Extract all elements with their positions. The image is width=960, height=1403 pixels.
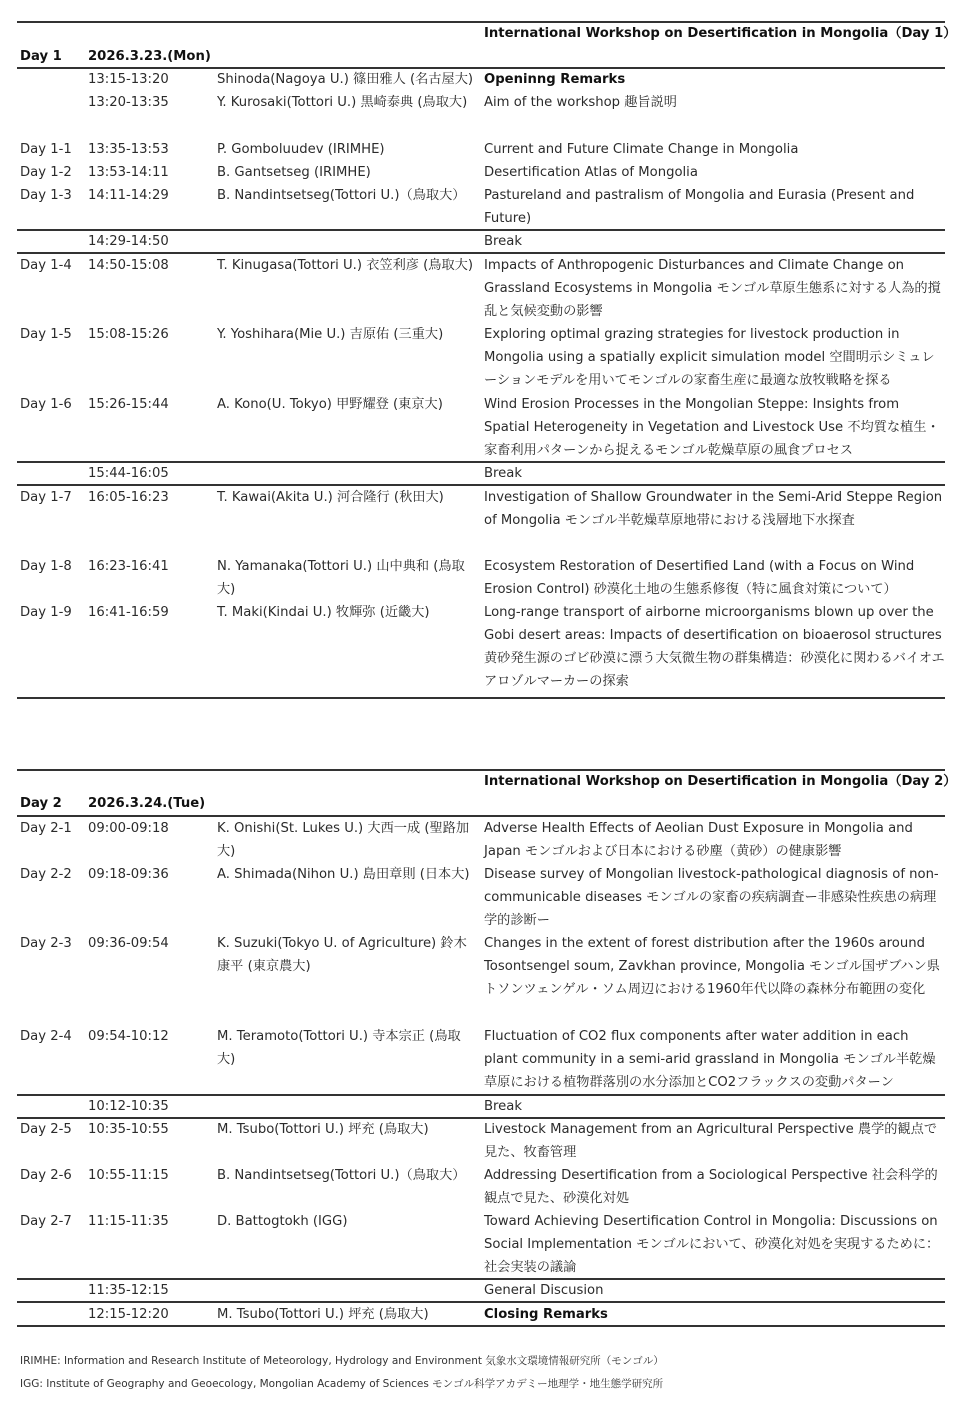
row-speaker: K. Onishi(St. Lukes U.) 大西一成 (聖路加大) [217,821,470,859]
day1-date: 2026.3.23.(Mon) [88,49,211,64]
row-time: 10:55-11:15 [88,1168,169,1183]
row-time: 16:23-16:41 [88,559,169,574]
row-time: 16:41-16:59 [88,605,169,620]
row-id: Day 1-6 [20,397,72,412]
row-title: Ecosystem Restoration of Desertified Land (with a Focus on Wind Erosion Control) 砂漠化土地の生態系修復（特に風食対策について） [484,559,915,597]
row-speaker: T. Kinugasa(Tottori U.) 衣笠利彦 (鳥取大) [217,258,473,273]
day1-label: Day 1 [20,49,62,64]
row-speaker: M. Tsubo(Tottori U.) 坪充 (鳥取大) [217,1307,429,1322]
row-id: Day 2-6 [20,1168,72,1183]
day1-workshop-title: International Workshop on Desertification in Mongolia（Day 1） [484,26,957,41]
row-title: Investigation of Shallow Groundwater in the Semi-Arid Steppe Region of Mongolia モンゴル半乾燥草原地帯における浅層地下水探査 [484,490,943,528]
row-speaker: D. Battogtokh (IGG) [217,1214,348,1229]
row-time: 16:05-16:23 [88,490,169,505]
row-id: Day 1-8 [20,559,72,574]
row-time: 09:18-09:36 [88,867,169,882]
row-id: Day 2-3 [20,936,72,951]
row-id: Day 2-5 [20,1122,72,1137]
row-speaker: P. Gomboluudev (IRIMHE) [217,142,385,157]
row-speaker: N. Yamanaka(Tottori U.) 山中典和 (鳥取大) [217,559,465,597]
row-title: Long-range transport of airborne microorganisms blown up over the Gobi desert areas: Impacts of desertification on bioaerosol structures 黄砂発生源のゴビ砂漠に漂う大気微生物の群集構造：砂漠化に関わるバイオエアロゾルマーカーの探索 [484,605,945,689]
row-time: 11:15-11:35 [88,1214,169,1229]
row-speaker: A. Kono(U. Tokyo) 甲野耀登 (東京大) [217,397,443,412]
row-speaker: T. Maki(Kindai U.) 牧輝弥 (近畿大) [217,605,430,620]
row-time: 09:54-10:12 [88,1029,169,1044]
row-id: Day 1-5 [20,327,72,342]
row-title: Exploring optimal grazing strategies for livestock production in Mongolia using a spatially explicit simulation model 空間明示シミュレーションモデルを用いてモンゴルの家畜生産に最適な放牧戦略を探る [484,327,935,388]
row-speaker: A. Shimada(Nihon U.) 島田章則 (日本大) [217,867,470,882]
row-time: 14:11-14:29 [88,188,169,203]
row-title: Closing Remarks [484,1307,608,1322]
row-id: Day 2-1 [20,821,72,836]
row-title: Break [484,234,523,249]
row-speaker: B. Nandintsetseg(Tottori U.)（鳥取大） [217,1168,466,1183]
row-id: Day 1-3 [20,188,72,203]
row-title: General Discusion [484,1283,604,1298]
row-speaker: Y. Kurosaki(Tottori U.) 黒崎泰典 (鳥取大) [217,95,468,110]
row-time: 13:53-14:11 [88,165,169,180]
row-time: 14:50-15:08 [88,258,169,273]
row-time: 11:35-12:15 [88,1283,169,1298]
row-title: Impacts of Anthropogenic Disturbances and Climate Change on Grassland Ecosystems in Mongolia モンゴル草原生態系に対する人為的撹乱と気候変動の影響 [484,258,941,319]
row-title: Toward Achieving Desertification Control in Mongolia: Discussions on Social Implementation モンゴルにおいて、砂漠化対処を実現するために：社会実装の議論 [484,1214,940,1275]
footnote-irimhe: IRIMHE: Information and Research Institute of Meteorology, Hydrology and Environment 気象水文環境情報研究所（モンゴル） [20,1355,664,1367]
row-title: Adverse Health Effects of Aeolian Dust Exposure in Mongolia and Japan モンゴルおよび日本における砂塵（黄砂）の健康影響 [484,821,913,859]
row-id: Day 1-2 [20,165,72,180]
row-speaker: M. Teramoto(Tottori U.) 寺本宗正 (鳥取大) [217,1029,461,1067]
row-title: Wind Erosion Processes in the Mongolian Steppe: Insights from Spatial Heterogeneity in Vegetation and Livestock Use 不均質な植生・家畜利用パターンから捉えるモンゴル乾燥草原の風食プロセス [484,397,940,458]
row-title: Fluctuation of CO2 flux components after water addition in each plant community in a semi-arid grassland in Mongolia モンゴル半乾燥草原における植物群落別の水分添加とCO2フラックスの変動パターン [484,1029,936,1090]
day2-bottom-rule [17,1325,945,1327]
row-title: Current and Future Climate Change in Mongolia [484,142,799,157]
row-title: Aim of the workshop 趣旨説明 [484,95,677,110]
row-speaker: T. Kawai(Akita U.) 河合隆行 (秋田大) [217,490,444,505]
row-time: 15:26-15:44 [88,397,169,412]
row-title: Disease survey of Mongolian livestock-pathological diagnosis of non-communicable diseases モンゴルの家畜の疾病調査ー非感染性疾患の病理学的診断ー [484,867,939,928]
row-time: 12:15-12:20 [88,1307,169,1322]
row-time: 09:00-09:18 [88,821,169,836]
day2-date: 2026.3.24.(Tue) [88,796,206,811]
row-time: 15:08-15:26 [88,327,169,342]
footnote-igg: IGG: Institute of Geography and Geoecology, Mongolian Academy of Sciences モンゴル科学アカデミー地理学・地生態学研究所 [20,1378,664,1390]
row-speaker: B. Nandintsetseg(Tottori U.)（鳥取大） [217,188,466,203]
row-id: Day 2-4 [20,1029,72,1044]
row-time: 13:15-13:20 [88,72,169,87]
day1-bottom-rule [17,697,945,699]
row-time: 13:20-13:35 [88,95,169,110]
row-time: 10:35-10:55 [88,1122,169,1137]
row-title: Addressing Desertification from a Sociological Perspective 社会科学的観点で見た、砂漠化対処 [484,1168,938,1206]
row-title: Openinng Remarks [484,72,626,87]
row-title: Break [484,466,523,481]
row-title: Desertification Atlas of Mongolia [484,165,698,180]
row-id: Day 1-1 [20,142,72,157]
row-id: Day 1-7 [20,490,72,505]
row-time: 14:29-14:50 [88,234,169,249]
row-speaker: Y. Yoshihara(Mie U.) 吉原佑 (三重大) [217,327,444,342]
row-time: 09:36-09:54 [88,936,169,951]
row-title: Changes in the extent of forest distribution after the 1960s around Tosontsengel soum, Zavkhan province, Mongolia モンゴル国ザブハン県トソンツェンゲル・ソム周辺における1960年代以降の森林分布範囲の変化 [484,936,940,997]
row-id: Day 1-9 [20,605,72,620]
row-speaker: Shinoda(Nagoya U.) 篠田雅人 (名古屋大) [217,72,474,87]
row-id: Day 1-4 [20,258,72,273]
day2-workshop-title: International Workshop on Desertification in Mongolia（Day 2） [484,774,957,789]
row-time: 13:35-13:53 [88,142,169,157]
row-time: 15:44-16:05 [88,466,169,481]
row-speaker: K. Suzuki(Tokyo U. of Agriculture) 鈴木康平 (東京農大) [217,936,467,974]
row-id: Day 2-2 [20,867,72,882]
row-title: Break [484,1099,523,1114]
row-speaker: M. Tsubo(Tottori U.) 坪充 (鳥取大) [217,1122,429,1137]
row-time: 10:12-10:35 [88,1099,169,1114]
row-speaker: B. Gantsetseg (IRIMHE) [217,165,371,180]
row-title: Livestock Management from an Agricultural Perspective 農学的観点で見た、牧畜管理 [484,1122,938,1160]
day2-label: Day 2 [20,796,62,811]
row-id: Day 2-7 [20,1214,72,1229]
row-title: Pastureland and pastralism of Mongolia and Eurasia (Present and Future) [484,188,915,226]
